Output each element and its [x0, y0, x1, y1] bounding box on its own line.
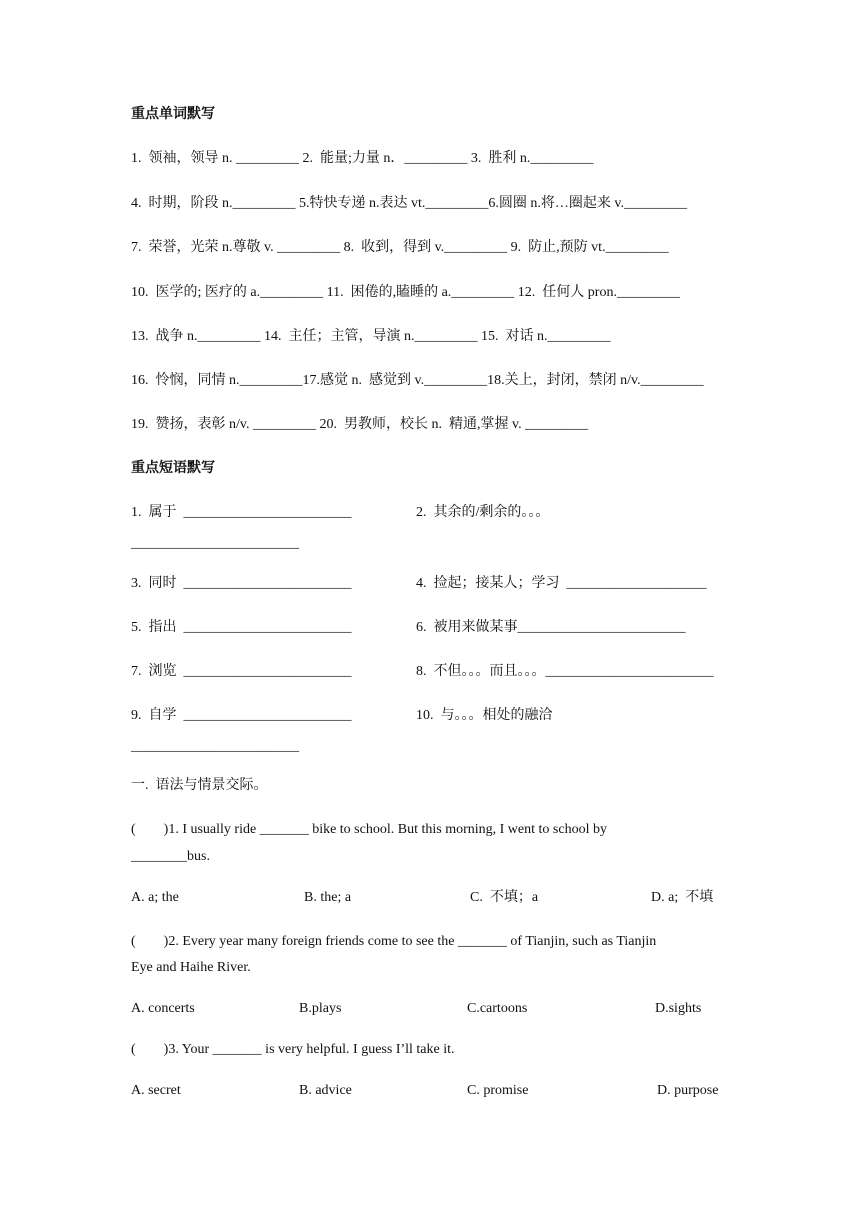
phrase-7: 7. 浏览 ________________________ [131, 664, 352, 679]
vocab-heading: 重点单词默写 [131, 107, 215, 122]
question-3-stem: ( )3. Your _______ is very helpful. I guess I’ll take it. [131, 1042, 455, 1057]
phrases-heading: 重点短语默写 [131, 461, 215, 476]
question-2-stem-cont: Eye and Haihe River. [131, 960, 251, 975]
question-1-option-a: A. a; the [131, 890, 179, 905]
vocab-line-3: 7. 荣誉，光荣 n.尊敬 v. _________ 8. 收到，得到 v._________ 9. 防止,预防 vt._________ [131, 240, 669, 255]
question-3-option-b: B. advice [299, 1083, 352, 1098]
phrase-6: 6. 被用来做某事________________________ [416, 620, 686, 635]
vocab-line-7: 19. 赞扬，表彰 n/v. _________ 20. 男教师，校长 n. 精通,掌握 v. _________ [131, 417, 589, 432]
phrase-3: 3. 同时 ________________________ [131, 576, 352, 591]
phrase-1: 1. 属于 ________________________ [131, 505, 352, 520]
question-2-option-c: C.cartoons [467, 1001, 528, 1016]
question-2-option-a: A. concerts [131, 1001, 195, 1016]
phrase-10: 10. 与。。。相处的融洽 [416, 708, 553, 723]
question-1-stem: ( )1. I usually ride _______ bike to school. But this morning, I went to school by [131, 822, 607, 837]
vocab-line-4: 10. 医学的; 医疗的 a._________ 11. 困倦的,瞌睡的 a._________ 12. 任何人 pron._________ [131, 285, 680, 300]
vocab-line-5: 13. 战争 n._________ 14. 主任；主管，导演 n._________ 15. 对话 n._________ [131, 329, 611, 344]
vocab-line-1: 1. 领袖，领导 n. _________ 2. 能量;力量 n．_________ 3. 胜利 n._________ [131, 151, 594, 166]
phrase-8: 8. 不但。。。而且。。。________________________ [416, 664, 714, 679]
phrase-5: 5. 指出 ________________________ [131, 620, 352, 635]
question-2-option-b: B.plays [299, 1001, 342, 1016]
question-2-option-d: D.sights [655, 1001, 702, 1016]
phrase-9: 9. 自学 ________________________ [131, 708, 352, 723]
phrase-4: 4. 捡起；接某人；学习 ____________________ [416, 576, 707, 591]
phrase-10-blank: ________________________ [131, 739, 299, 754]
vocab-line-6: 16. 怜悯，同情 n._________17.感觉 n. 感觉到 v._________18.关上，封闭，禁闭 n/v._________ [131, 373, 704, 388]
question-1-option-c: C. 不填；a [470, 890, 539, 905]
question-2-stem: ( )2. Every year many foreign friends come to see the _______ of Tianjin, such as Tianjin [131, 934, 657, 949]
phrase-2-blank: ________________________ [131, 536, 299, 551]
question-3-option-a: A. secret [131, 1083, 181, 1098]
grammar-heading: 一. 语法与情景交际。 [131, 778, 268, 793]
question-1-stem-cont: ________bus. [131, 849, 210, 864]
question-1-option-b: B. the; a [304, 890, 352, 905]
question-3-option-c: C. promise [467, 1083, 529, 1098]
question-1-option-d: D. a; 不填 [651, 890, 714, 905]
phrase-2: 2. 其余的/剩余的。。。 [416, 505, 550, 520]
question-3-option-d: D. purpose [657, 1083, 719, 1098]
vocab-line-2: 4. 时期，阶段 n._________ 5.特快专递 n.表达 vt._________6.圆圈 n.将…圈起来 v._________ [131, 196, 687, 211]
